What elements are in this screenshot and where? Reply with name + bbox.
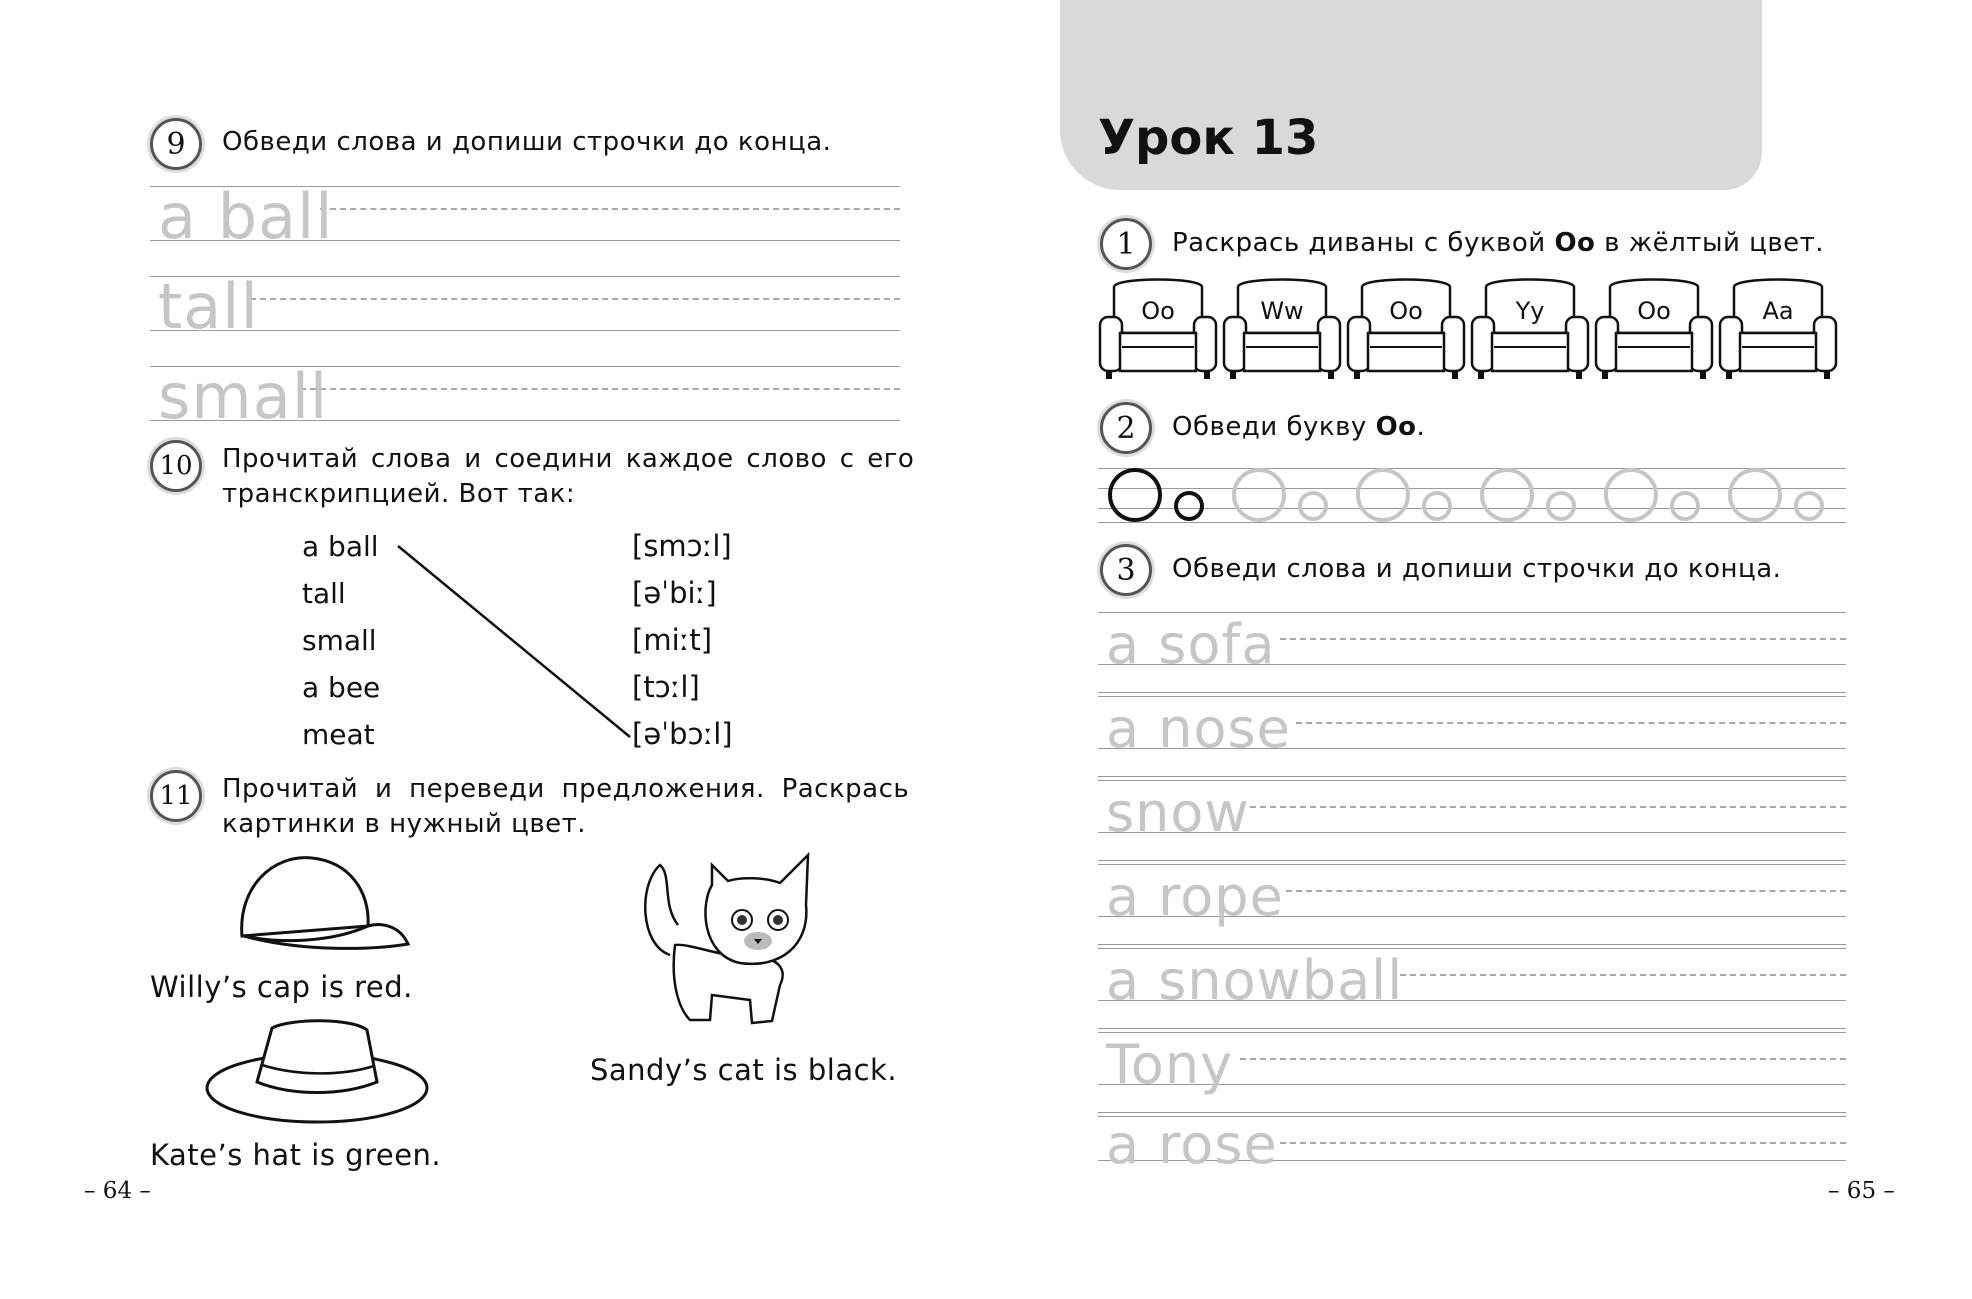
trace-word: a rope xyxy=(1106,865,1284,928)
match-word: meat xyxy=(302,718,375,751)
sofa-letter: Ww xyxy=(1260,297,1304,325)
sofa-letter: Aa xyxy=(1762,297,1794,325)
sofa[interactable] xyxy=(1470,275,1590,385)
exercise-1-instruction xyxy=(1172,226,1824,261)
match-transcription: [tɔːl] xyxy=(632,670,700,704)
sofa-icon xyxy=(1718,275,1838,385)
sentence-cat: Sandy’s cat is black. xyxy=(590,1053,898,1087)
sentence-hat: Kate’s hat is green. xyxy=(150,1138,442,1172)
page-number-left: – 64 – xyxy=(84,1178,151,1204)
exercise-9-instruction: Обведи слова и допиши строчки до конца. xyxy=(222,127,832,157)
instruction-text: в жёлтый цвет. xyxy=(1595,228,1825,258)
trace-word: snow xyxy=(1106,781,1250,844)
exercise-10-number: 10 xyxy=(150,440,202,492)
sofa-icon xyxy=(1470,275,1590,385)
exercise-10-instruction-line1: Прочитай слова и соедини каждое слово с его xyxy=(222,444,915,474)
exercise-11-number: 11 xyxy=(150,770,202,822)
cap-illustration xyxy=(232,848,412,958)
sofa-icon xyxy=(1222,275,1342,385)
sofa-letter: Oo xyxy=(1141,297,1175,325)
sofa-letter: Yy xyxy=(1515,297,1545,325)
exercise-3-instruction: Обведи слова и допиши строчки до конца. xyxy=(1172,554,1782,584)
sofa[interactable] xyxy=(1222,275,1342,385)
trace-word: a nose xyxy=(1106,697,1291,760)
trace-word: Tony xyxy=(1106,1033,1234,1096)
hat-illustration xyxy=(202,1010,432,1130)
trace-word: small xyxy=(158,360,329,433)
match-transcription: [miːt] xyxy=(632,623,713,657)
trace-word: a ball xyxy=(158,180,334,253)
match-word: a bee xyxy=(302,671,381,704)
cat-illustration xyxy=(630,845,850,1035)
trace-word: tall xyxy=(158,270,259,343)
match-word: a ball xyxy=(302,530,379,563)
page-number-right: – 65 – xyxy=(1828,1178,1895,1204)
exercise-2-number: 2 xyxy=(1100,402,1152,454)
exercise-11-instruction-line2: картинки в нужный цвет. xyxy=(222,809,587,839)
match-word: small xyxy=(302,624,377,657)
lesson-title: Урок 13 xyxy=(1098,110,1319,166)
exercise-9-number: 9 xyxy=(150,118,202,170)
exercise-10-instruction-line2: транскрипцией. Вот так: xyxy=(222,479,576,509)
sofa[interactable] xyxy=(1346,275,1466,385)
exercise-11-instruction-line1: Прочитай и переведи предложения. Раскрась xyxy=(222,774,910,804)
match-word: tall xyxy=(302,577,346,610)
sofa-icon xyxy=(1346,275,1466,385)
sofa[interactable] xyxy=(1718,275,1838,385)
instruction-text: Раскрась диваны с буквой xyxy=(1172,228,1555,258)
sofa-icon xyxy=(1098,275,1218,385)
exercise-2-instruction xyxy=(1172,410,1425,445)
exercise-1-number: 1 xyxy=(1100,218,1152,270)
instruction-bold-letter: Oo xyxy=(1375,412,1417,442)
trace-word: a sofa xyxy=(1106,613,1276,676)
letter-o-traced xyxy=(1100,462,1860,528)
instruction-text: . xyxy=(1416,412,1426,442)
sofa-letter: Oo xyxy=(1637,297,1671,325)
sofa-letter: Oo xyxy=(1389,297,1423,325)
sofa[interactable] xyxy=(1594,275,1714,385)
trace-word: a snowball xyxy=(1106,949,1404,1012)
instruction-text: Обведи букву xyxy=(1172,412,1376,442)
match-transcription: [əˈbiː] xyxy=(632,576,717,610)
match-transcription: [əˈbɔːl] xyxy=(632,717,733,751)
match-transcription: [smɔːl] xyxy=(632,529,732,563)
exercise-3-number: 3 xyxy=(1100,544,1152,596)
sofa[interactable] xyxy=(1098,275,1218,385)
trace-word: a rose xyxy=(1106,1113,1278,1176)
sentence-cap: Willy’s cap is red. xyxy=(150,970,413,1004)
instruction-bold-letter: Oo xyxy=(1554,228,1596,258)
sofa-icon xyxy=(1594,275,1714,385)
